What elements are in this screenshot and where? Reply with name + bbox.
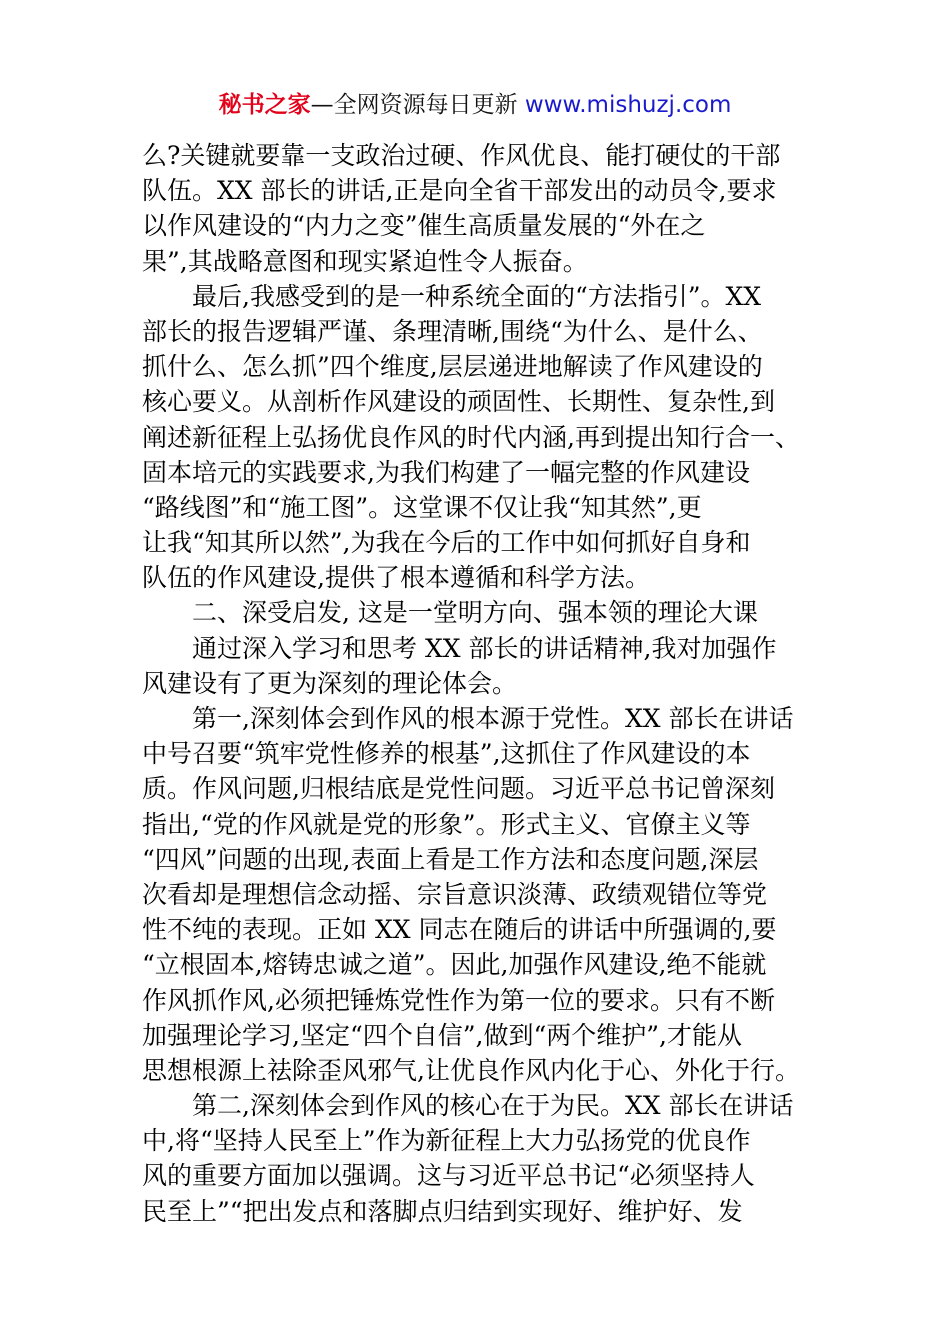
text-line: 中,将“坚持人民至上”作为新征程上大力弘扬党的优良作 (142, 1126, 751, 1156)
text-line: 第二,深刻体会到作风的核心在于为民。XX 部长在讲话 (142, 1091, 794, 1121)
text-line: 加强理论学习,坚定“四个自信”,做到“两个维护”,才能从 (142, 1020, 742, 1050)
document-body (142, 138, 810, 1229)
text-line: 风建设有了更为深刻的理论体会。 (142, 668, 518, 698)
text-line: “路线图”和“施工图”。这堂课不仅让我“知其然”,更 (142, 492, 702, 522)
text-line: 通过深入学习和思考 XX 部长的讲话精神,我对加强作 (142, 633, 777, 663)
text-line: 固本培元的实践要求,为我们构建了一幅完整的作风建设 (142, 457, 750, 487)
text-line: 部长的报告逻辑严谨、条理清晰,围绕“为什么、是什么、 (142, 316, 763, 346)
section-heading: 二、深受启发, 这是一堂明方向、强本领的理论大课 (142, 598, 758, 628)
text-line: 队伍。XX 部长的讲话,正是向全省干部发出的动员令,要求 (142, 176, 777, 206)
text-line: 以作风建设的“内力之变”催生高质量发展的“外在之 (142, 211, 706, 241)
page-header (0, 88, 950, 122)
text-line: “四风”问题的出现,表面上看是工作方法和态度问题,深层 (142, 844, 759, 874)
header-tagline: —全网资源每日更新 (310, 92, 525, 118)
text-line: 果”,其战略意图和现实紧迫性令人振奋。 (142, 246, 588, 276)
text-line: 么?关键就要靠一支政治过硬、作风优良、能打硬仗的干部 (142, 141, 781, 170)
text-line: 民至上”“把出发点和落脚点归结到实现好、维护好、发 (142, 1196, 743, 1226)
text-line: 次看却是理想信念动摇、宗旨意识淡薄、政绩观错位等党 (142, 879, 768, 909)
text-line: 第一,深刻体会到作风的根本源于党性。XX 部长在讲话 (142, 704, 794, 733)
text-line: 风的重要方面加以强调。这与习近平总书记“必须坚持人 (142, 1161, 755, 1191)
text-line: 让我“知其所以然”,为我在今后的工作中如何抓好自身和 (142, 528, 751, 558)
text-line: 作风抓作风,必须把锤炼党性作为第一位的要求。只有不断 (142, 985, 775, 1015)
text-line: 性不纯的表现。正如 XX 同志在随后的讲话中所强调的,要 (142, 915, 777, 945)
text-line: 思想根源上祛除歪风邪气,让优良作风内化于心、外化于行。 (142, 1055, 800, 1085)
website-link[interactable]: www.mishuzj.com (524, 92, 732, 118)
text-line: “立根固本,熔铸忠诚之道”。因此,加强作风建设,绝不能就 (142, 950, 767, 980)
text-line: 最后,我感受到的是一种系统全面的“方法指引”。XX (142, 281, 762, 311)
text-line: 阐述新征程上弘扬优良作风的时代内涵,再到提出知行合一、 (142, 422, 800, 452)
text-line: 抓什么、怎么抓”四个维度,层层递进地解读了作风建设的 (142, 352, 763, 382)
brand-name: 秘书之家 (218, 92, 311, 118)
text-line: 指出,“党的作风就是党的形象”。形式主义、官僚主义等 (142, 809, 751, 839)
text-line: 质。作风问题,归根结底是党性问题。习近平总书记曾深刻 (142, 774, 775, 804)
text-line: 中号召要“筑牢党性修养的根基”,这抓住了作风建设的本 (142, 739, 751, 769)
text-line: 队伍的作风建设,提供了根本遵循和科学方法。 (142, 563, 650, 593)
text-line: 核心要义。从剖析作风建设的顽固性、长期性、复杂性,到 (142, 387, 775, 417)
